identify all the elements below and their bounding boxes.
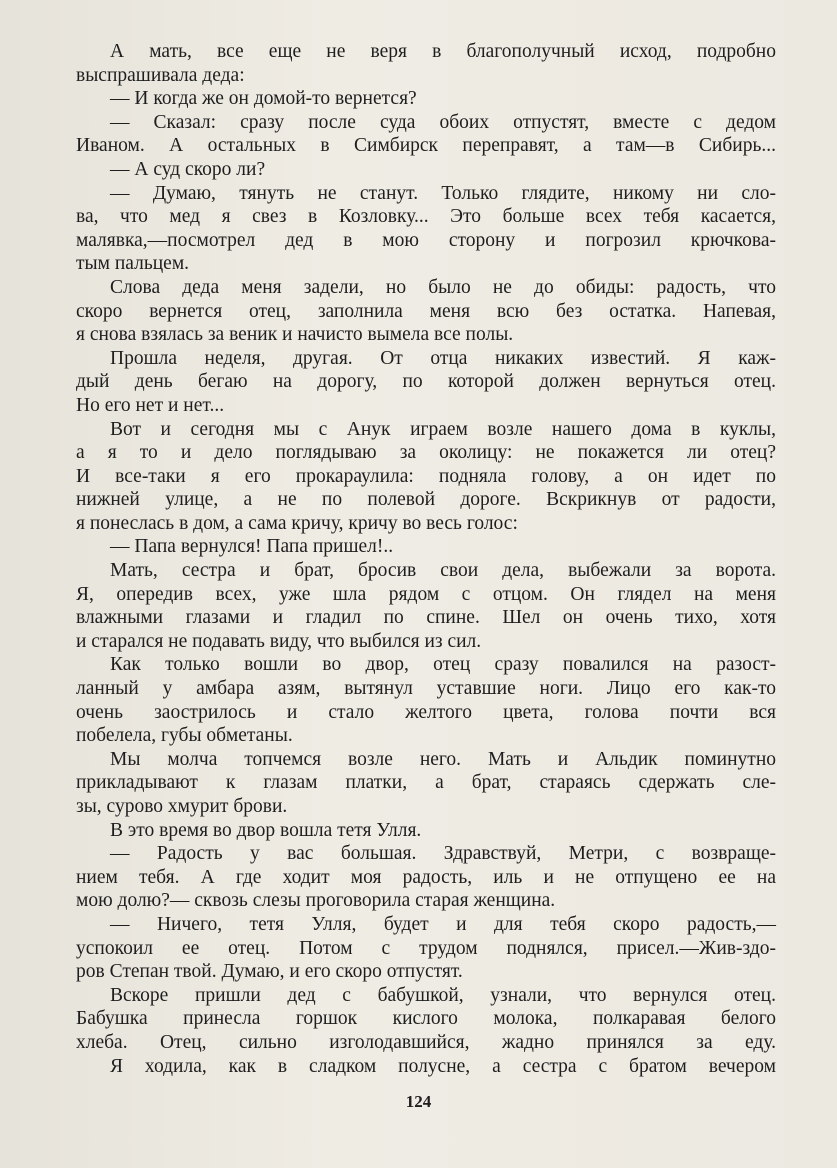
text-line: а я то и дело поглядываю за околицу: не покажется ли отец? <box>76 442 776 464</box>
text-line: Иваном. А остальных в Симбирск переправят, а там—в Сибирь... <box>76 135 776 157</box>
text-line: — Радость у вас большая. Здравствуй, Метри, с возвраще- <box>110 843 776 865</box>
text-line: Я, опередив всех, уже шла рядом с отцом. Он глядел на меня <box>76 583 776 605</box>
text-line: очень заострилось и стало желтого цвета, голова почти вся <box>76 701 776 723</box>
text-line: — Ничего, тетя Улля, будет и для тебя скоро радость,— <box>110 913 776 935</box>
text-line: я понеслась в дом, а сама кричу, кричу во весь голос: <box>76 512 518 534</box>
text-line: Но его нет и нет... <box>76 394 225 416</box>
text-line: Вот и сегодня мы с Анук играем возле нашего дома в куклы, <box>110 418 776 440</box>
body-text <box>76 40 776 1078</box>
text-line: Мы молча топчемся возле него. Мать и Альдик поминутно <box>110 748 776 770</box>
text-line: А мать, все еще не веря в благополучный исход, подробно <box>110 41 776 62</box>
text-line: я снова взялась за веник и начисто вымела все полы. <box>76 324 514 346</box>
text-line: малявка,—посмотрел дед в мою сторону и погрозил крючкова- <box>76 229 776 251</box>
text-line: нижней улице, а не по полевой дороге. Вскрикнув от радости, <box>76 489 776 511</box>
text-line: — А суд скоро ли? <box>110 158 266 180</box>
text-line: выспрашивала деда: <box>76 64 245 86</box>
text-line: Вскоре пришли дед с бабушкой, узнали, что вернулся отец. <box>110 984 776 1006</box>
text-line: ва, что мед я свез в Козловку... Это больше всех тебя касается, <box>76 206 776 228</box>
text-line: влажными глазами и гладил по спине. Шел он очень тихо, хотя <box>76 607 776 629</box>
text-line: мою долю?— сквозь слезы проговорила старая женщина. <box>76 890 556 912</box>
text-line: Бабушка принесла горшок кислого молока, полкаравая белого <box>76 1008 776 1030</box>
text-line: тым пальцем. <box>76 253 190 275</box>
text-line: Я ходила, как в сладком полусне, а сестра с братом вечером <box>110 1055 776 1077</box>
text-line: В это время во двор вошла тетя Улля. <box>110 819 422 841</box>
text-line: Слова деда меня задели, но было не до обиды: радость, что <box>110 276 776 298</box>
text-line: — И когда же он домой-то вернется? <box>110 88 417 110</box>
text-line: скоро вернется отец, заполнила меня всю без остатка. Напевая, <box>76 300 776 322</box>
text-line: нием тебя. А где ходит моя радость, иль и не отпущено ее на <box>76 866 776 888</box>
text-line: зы, сурово хмурит брови. <box>76 796 288 817</box>
text-line: — Сказал: сразу после суда обоих отпустят, вместе с дедом <box>110 111 776 133</box>
text-line: дый день бегаю на дорогу, по которой должен вернуться отец. <box>76 371 776 393</box>
text-line: — Думаю, тянуть не станут. Только глядите, никому ни сло- <box>110 182 776 204</box>
text-line: и старался не подавать виду, что выбился из сил. <box>76 630 482 652</box>
text-line: Как только вошли во двор, отец сразу повалился на разост- <box>110 654 776 676</box>
text-line: Мать, сестра и брат, бросив свои дела, выбежали за ворота. <box>110 560 776 582</box>
page-number: 124 <box>405 1092 432 1111</box>
text-line: Прошла неделя, другая. От отца никаких известий. Я каж- <box>110 347 776 369</box>
text-line: хлеба. Отец, сильно изголодавшийся, жадно принялся за еду. <box>76 1031 776 1053</box>
text-line: побелела, губы обметаны. <box>76 725 293 747</box>
text-line: успокоил ее отец. Потом с трудом поднялся, присел.—Жив-здо- <box>76 937 776 959</box>
text-line: ланный у амбара азям, вытянул уставшие ноги. Лицо его как-то <box>76 678 776 700</box>
text-line: ров Степан твой. Думаю, и его скоро отпустят. <box>76 961 463 983</box>
text-line: — Папа вернулся! Папа пришел!.. <box>110 536 394 558</box>
text-line: И все-таки я его прокараулила: подняла голову, а он идет по <box>76 465 776 487</box>
text-line: прикладывают к глазам платки, а брат, стараясь сдержать сле- <box>76 772 776 794</box>
